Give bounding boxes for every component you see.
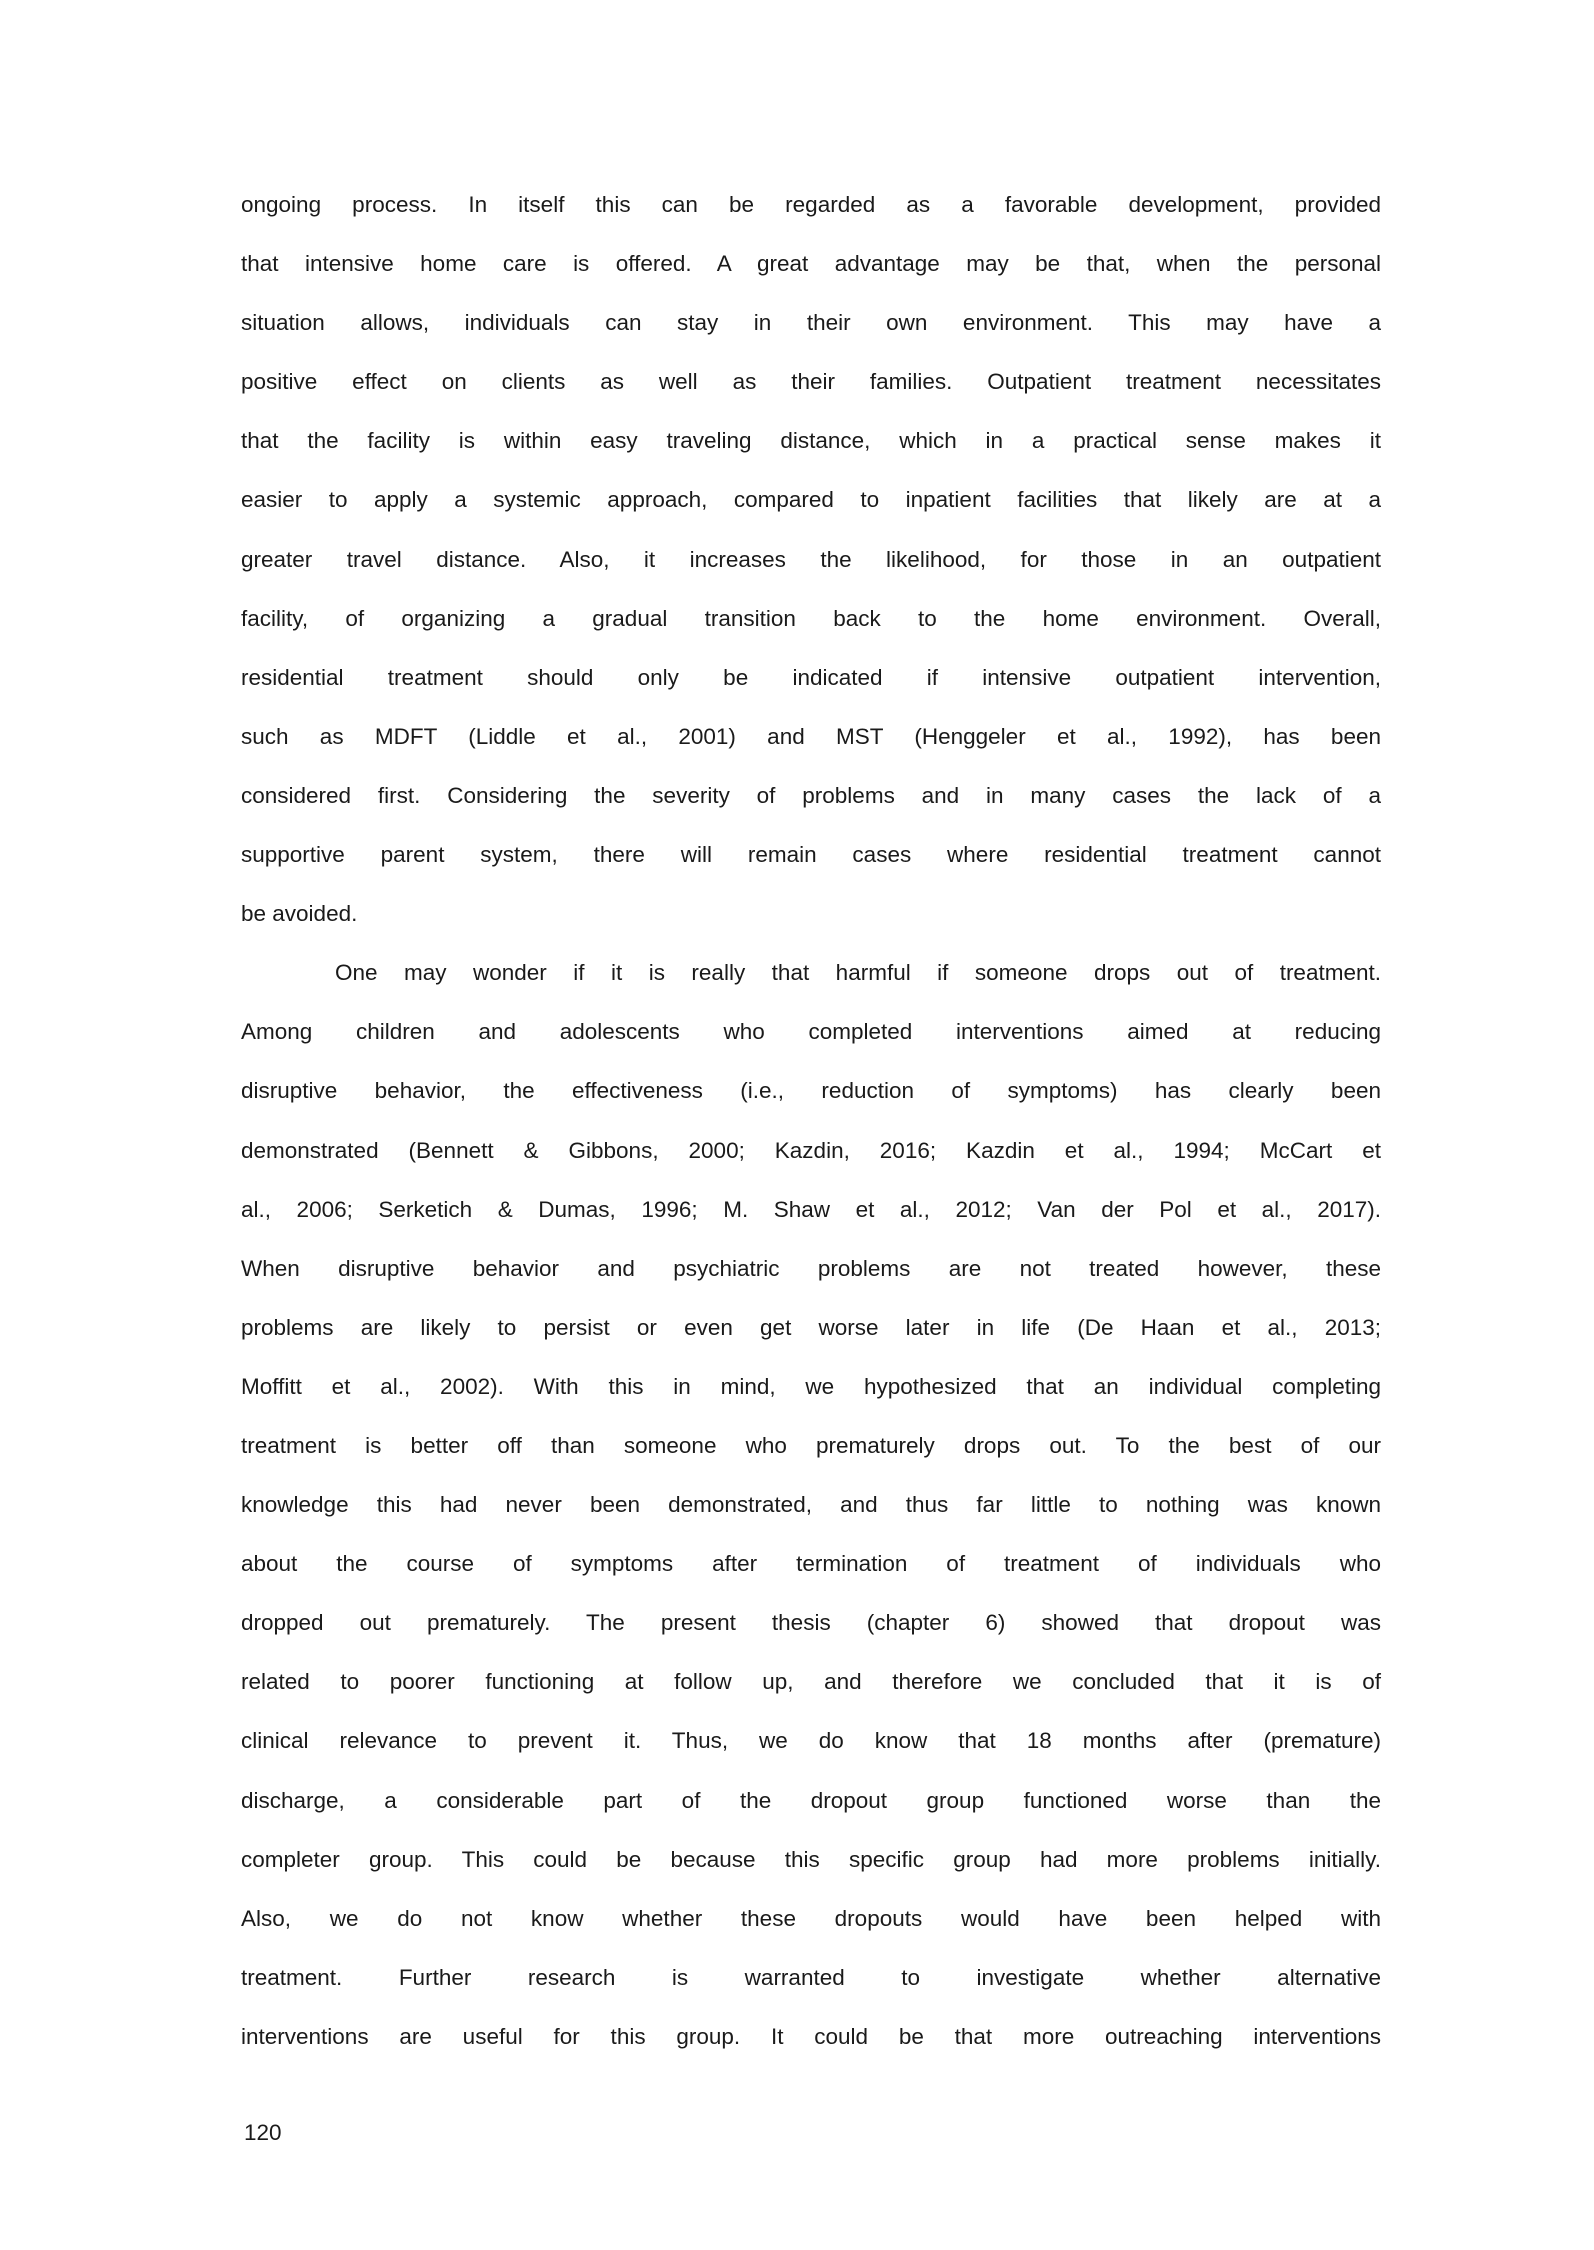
text-line: situation allows, individuals can stay in their own environment. This may have a [241,310,1381,336]
text-line: demonstrated (Bennett & Gibbons, 2000; Kazdin, 2016; Kazdin et al., 1994; McCart et [241,1137,1381,1163]
text-line: completer group. This could be because this specific group had more problems initially. [241,1846,1381,1872]
text-line: such as MDFT (Liddle et al., 2001) and MST (Henggeler et al., 1992), has been [241,723,1381,749]
text-line: al., 2006; Serketich & Dumas, 1996; M. Shaw et al., 2012; Van der Pol et al., 2017). [241,1196,1381,1222]
text-line: treatment. Further research is warranted to investigate whether alternative [241,1964,1381,1990]
paragraph [241,190,1381,958]
text-line: supportive parent system, there will remain cases where residential treatment cannot [241,842,1381,868]
text-line: related to poorer functioning at follow up, and therefore we concluded that it is of [241,1669,1381,1695]
text-line: considered first. Considering the severity of problems and in many cases the lack of a [241,782,1381,808]
text-line: discharge, a considerable part of the dropout group functioned worse than the [241,1787,1381,1813]
text-line: that the facility is within easy traveling distance, which in a practical sense makes it [241,428,1381,454]
text-line: Among children and adolescents who completed interventions aimed at reducing [241,1019,1381,1045]
text-line: interventions are useful for this group. It could be that more outreaching interventions [241,2023,1381,2049]
text-line: Also, we do not know whether these dropouts would have been helped with [241,1905,1381,1931]
text-line: Moffitt et al., 2002). With this in mind, we hypothesized that an individual completing [241,1373,1381,1399]
text-line: disruptive behavior, the effectiveness (i.e., reduction of symptoms) has clearly been [241,1078,1381,1104]
paragraph [241,958,1381,2081]
text-line: facility, of organizing a gradual transition back to the home environment. Overall, [241,605,1381,631]
text-line: clinical relevance to prevent it. Thus, we do know that 18 months after (premature) [241,1728,1381,1754]
text-line: knowledge this had never been demonstrated, and thus far little to nothing was known [241,1492,1381,1518]
text-line: about the course of symptoms after termination of treatment of individuals who [241,1551,1381,1577]
text-line: be avoided. [241,901,358,927]
text-line: One may wonder if it is really that harmful if someone drops out of treatment. [335,960,1381,986]
text-line: that intensive home care is offered. A great advantage may be that, when the personal [241,251,1381,277]
body-text [241,190,1381,2081]
text-line: greater travel distance. Also, it increases the likelihood, for those in an outpatient [241,546,1381,572]
page-number: 120 [244,2120,282,2145]
text-line: ongoing process. In itself this can be regarded as a favorable development, provided [241,192,1381,217]
text-line: easier to apply a systemic approach, compared to inpatient facilities that likely are at a [241,487,1381,513]
text-line: problems are likely to persist or even get worse later in life (De Haan et al., 2013; [241,1314,1381,1340]
text-line: treatment is better off than someone who prematurely drops out. To the best of our [241,1432,1381,1458]
text-line: positive effect on clients as well as their families. Outpatient treatment necessitates [241,369,1381,395]
text-line: residential treatment should only be indicated if intensive outpatient intervention, [241,664,1381,690]
text-line: When disruptive behavior and psychiatric problems are not treated however, these [241,1255,1381,1281]
text-line: dropped out prematurely. The present thesis (chapter 6) showed that dropout was [241,1610,1381,1636]
